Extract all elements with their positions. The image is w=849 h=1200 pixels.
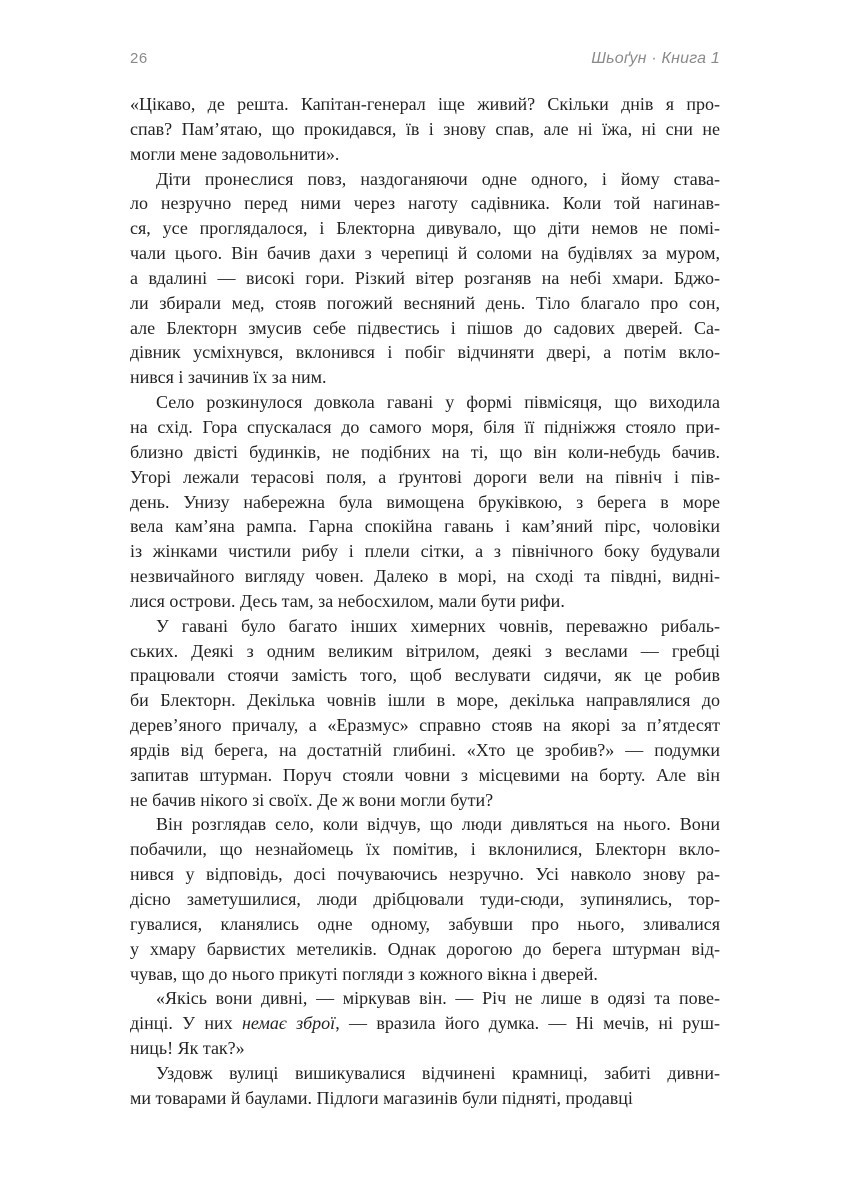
paragraph [130, 986, 720, 1061]
text-line: дівник усміхнувся, вклонився і побіг відчиняти двері, а потім вкло- [130, 342, 720, 363]
text-line: дінці. У них немає зброї, — вразила його думка. — Ні мечів, ні руш- [130, 1013, 721, 1034]
paragraph [130, 167, 720, 391]
text-line: Діти пронеслися повз, наздоганяючи одне одного, і йому става- [156, 168, 720, 189]
text-line: побачили, що незнайомець їх помітив, і вклонилися, Блекторн вкло- [130, 839, 720, 860]
text-line: працювали стоячи замість того, щоб веслувати сидячи, як це робив [130, 665, 720, 686]
text-line: ся, усе проглядалося, і Блекторна дивувало, що діти немов не помі- [130, 218, 720, 239]
text-line: чали цього. Він бачив дахи з черепиці й соломи на будівлях за муром, [130, 243, 720, 264]
text-line: вела кам’яна рампа. Гарна спокійна гавань і кам’яний пірс, чоловіки [130, 516, 720, 537]
page-number: 26 [130, 50, 148, 67]
text-line: із жінками чистили рибу і плели сітки, а з північного боку будували [130, 541, 720, 562]
text-line: на схід. Гора спускалася до самого моря, біля її підніжжя стояло при- [130, 416, 720, 437]
text-line: дерев’яного причалу, а «Еразмус» справно стояв на якорі за п’ятдесят [130, 715, 720, 736]
text-line: Угорі лежали терасові поля, а ґрунтові дороги вели на північ і пів- [130, 466, 720, 487]
paragraph [130, 92, 720, 167]
text-line: незвичайного вигляду човен. Далеко в морі, на сході та півдні, видні- [130, 566, 720, 587]
text-line: у хмару барвистих метеликів. Однак дорогою до берега штурман від- [130, 938, 720, 959]
text-line: би Блекторн. Декілька човнів ішли в море, декілька направлялися до [130, 690, 720, 711]
paragraph [130, 390, 720, 614]
text-line: Уздовж вулиці вишикувалися відчинені крамниці, забиті дивни- [156, 1062, 720, 1083]
text-line: день. Унизу набережна була вимощена бруківкою, з берега в море [130, 491, 720, 512]
text-line: ських. Деякі з одним великим вітрилом, деякі з веслами — гребці [130, 640, 720, 661]
text-line: дісно заметушилися, люди дрібцювали туди-сюди, зупинялись, тор- [130, 889, 720, 909]
text-line: «Якісь вони дивні, — міркував він. — Річ не лише в одязі та пове- [156, 988, 720, 1009]
paragraph [130, 812, 720, 986]
text-line: Він розглядав село, коли відчув, що люди дивляться на нього. Вони [156, 814, 720, 835]
text-line: близно двісті будинків, не подібних на ті, що він коли-небудь бачив. [130, 441, 720, 462]
text-line: У гавані було багато інших химерних човнів, переважно рибаль- [156, 615, 720, 636]
text-line: лися острови. Десь там, за небосхилом, мали бути рифи. [130, 590, 565, 611]
text-line: спав? Пам’ятаю, що прокидався, їв і знову спав, але ні їжа, ні сни не [130, 118, 720, 139]
paragraph [130, 614, 720, 813]
text-line: а вдалині — високі гори. Різкий вітер розганяв на небі хмари. Бджо- [130, 267, 720, 288]
text-line: але Блекторн змусив себе підвестись і пішов до садових дверей. Са- [130, 317, 720, 338]
text-line: нився і зачинив їх за ним. [130, 367, 327, 388]
page-body [130, 92, 720, 1111]
text-line: ми товарами й баулами. Підлоги магазинів були підняті, продавці [130, 1087, 633, 1108]
text-line: ярдів від берега, на достатній глибині. «Хто це зробив?» — подумки [130, 739, 720, 760]
running-header [130, 50, 720, 68]
text-line: могли мене задовольнити». [130, 143, 340, 164]
text-line: Село розкинулося довкола гавані у формі півмісяця, що виходила [156, 392, 720, 413]
text-line: не бачив нікого зі своїх. Де ж вони могли бути? [130, 789, 494, 810]
text-line: запитав штурман. Поруч стояли човни з місцевими на борту. Але він [130, 764, 720, 785]
paragraph [130, 1061, 720, 1111]
text-line: ниць! Як так?» [130, 1038, 245, 1059]
text-line: чував, що до нього прикуті погляди з кожного вікна і дверей. [130, 963, 598, 984]
text-line: нився у відповідь, досі почуваючись незручно. Усі навколо знову ра- [130, 864, 720, 885]
text-line: «Цікаво, де решта. Капітан-генерал іще живий? Скільки днів я про- [130, 94, 720, 114]
text-line: ли збирали мед, стояв погожий весняний день. Тіло благало про сон, [130, 292, 720, 313]
running-title: Шьоґун · Книга 1 [591, 50, 720, 67]
text-line: ло незручно перед ними через наготу садівника. Коли той нагинав- [130, 193, 720, 214]
text-line: гувалися, кланялись одне одному, забувши про нього, зливалися [130, 913, 720, 934]
